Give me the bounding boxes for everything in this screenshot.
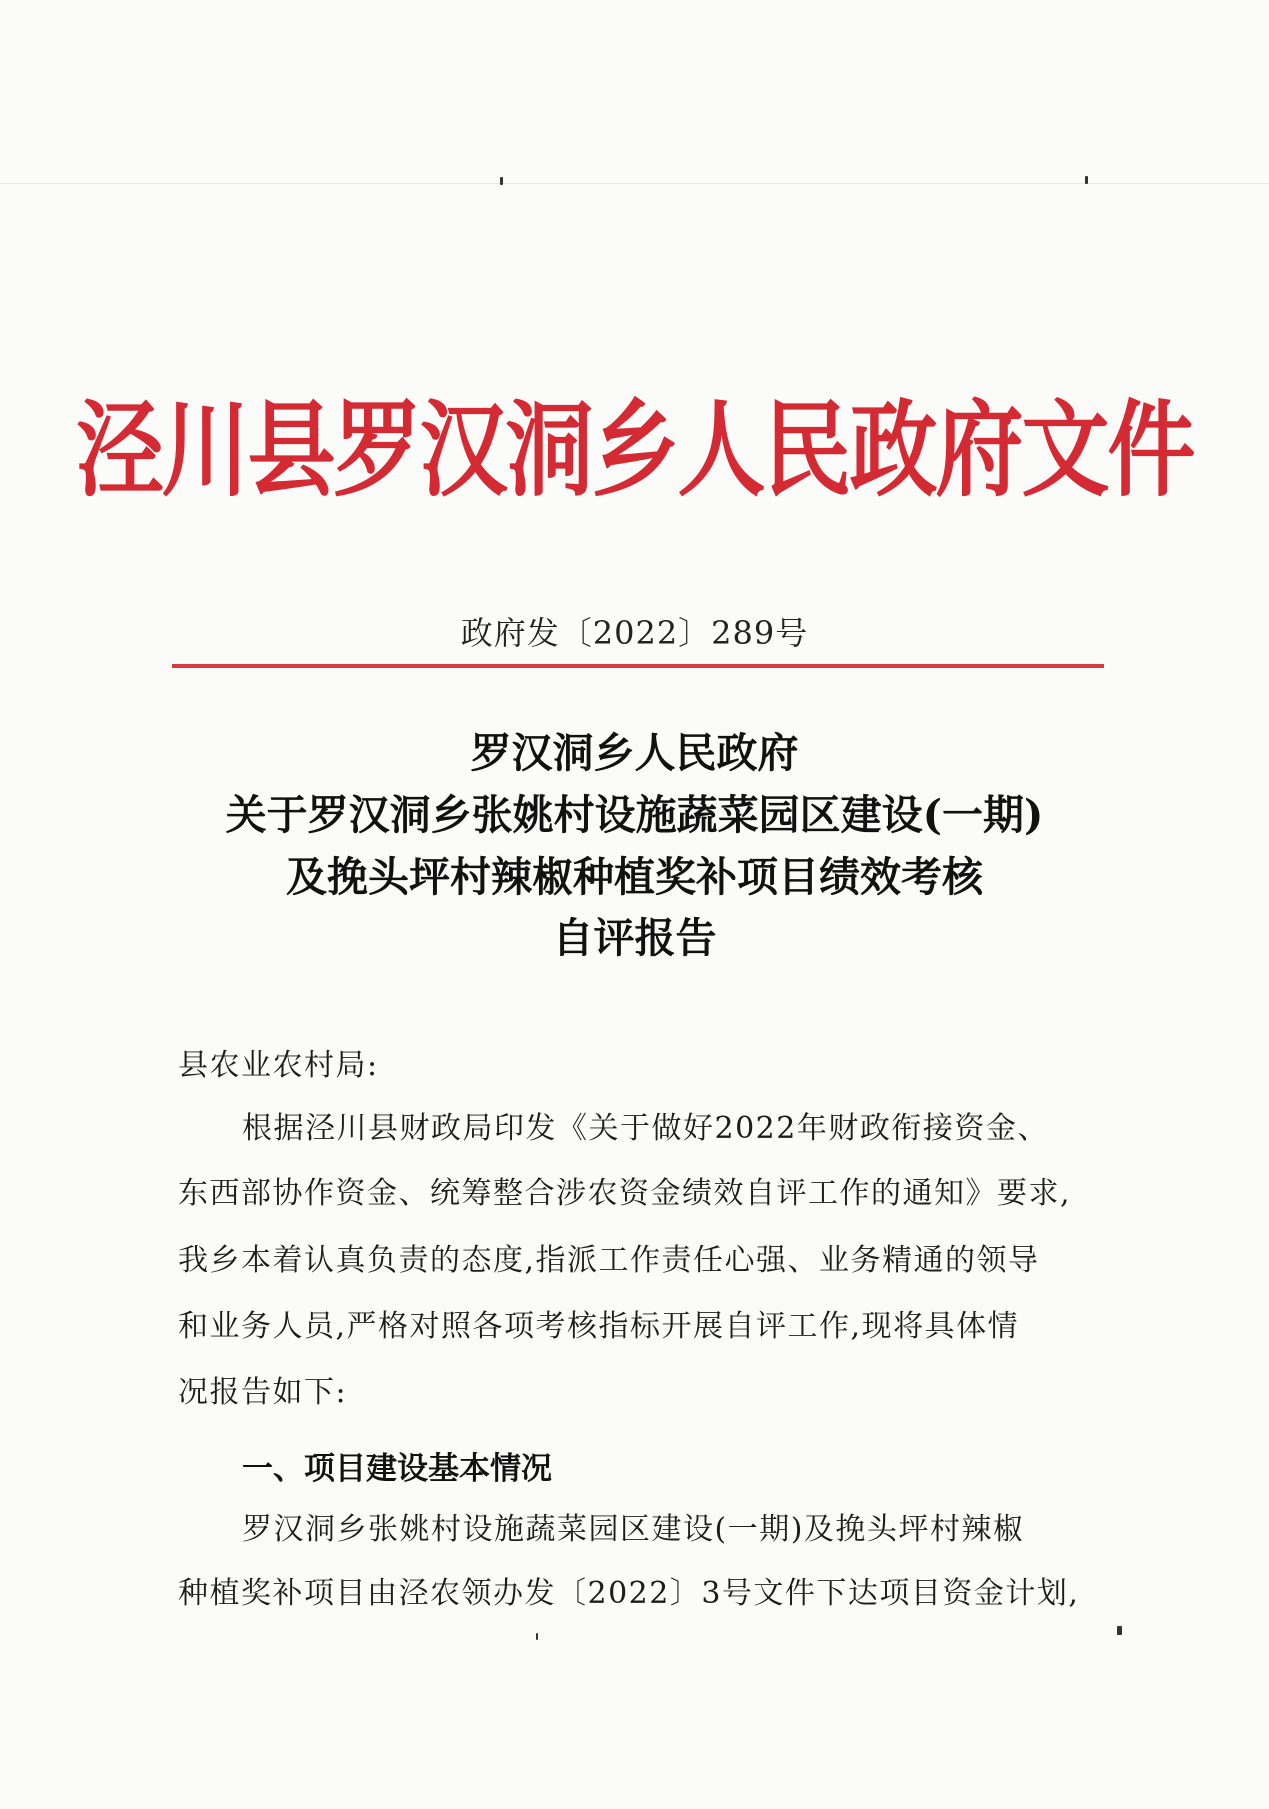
issuer-masthead: 泾川县罗汉洞乡人民政府文件 — [75, 388, 1194, 511]
scan-speck — [1117, 1626, 1122, 1635]
scan-speck — [536, 1633, 538, 1640]
paragraph-1-line: 我乡本着认真负责的态度,指派工作责任心强、业务精通的领导 — [178, 1243, 1040, 1278]
salutation: 县农业农村局: — [178, 1048, 379, 1083]
scan-line — [0, 183, 1269, 184]
paragraph-1-line: 东西部协作资金、统筹整合涉农资金绩效自评工作的通知》要求, — [178, 1176, 1072, 1211]
paragraph-1-line: 况报告如下: — [178, 1375, 348, 1410]
scan-speck — [1085, 176, 1088, 184]
title-line-4: 自评报告 — [552, 914, 717, 962]
paragraph-1-line: 和业务人员,严格对照各项考核指标开展自评工作,现将具体情 — [178, 1309, 1020, 1344]
title-line-3: 及挽头坪村辣椒种植奖补项目绩效考核 — [286, 853, 983, 901]
red-separator-rule — [172, 664, 1104, 668]
section-1-heading: 一、项目建设基本情况 — [242, 1451, 552, 1487]
scan-speck — [500, 177, 503, 185]
paragraph-1-line: 根据泾川县财政局印发《关于做好2022年财政衔接资金、 — [242, 1111, 1049, 1146]
paragraph-2-line: 罗汉洞乡张姚村设施蔬菜园区建设(一期)及挽头坪村辣椒 — [242, 1512, 1025, 1547]
title-line-2: 关于罗汉洞乡张姚村设施蔬菜园区建设(一期) — [225, 791, 1044, 839]
title-line-1: 罗汉洞乡人民政府 — [470, 729, 799, 777]
paragraph-2-line: 种植奖补项目由泾农领办发〔2022〕3号文件下达项目资金计划, — [178, 1576, 1080, 1611]
document-number: 政府发〔2022〕289号 — [460, 614, 809, 652]
